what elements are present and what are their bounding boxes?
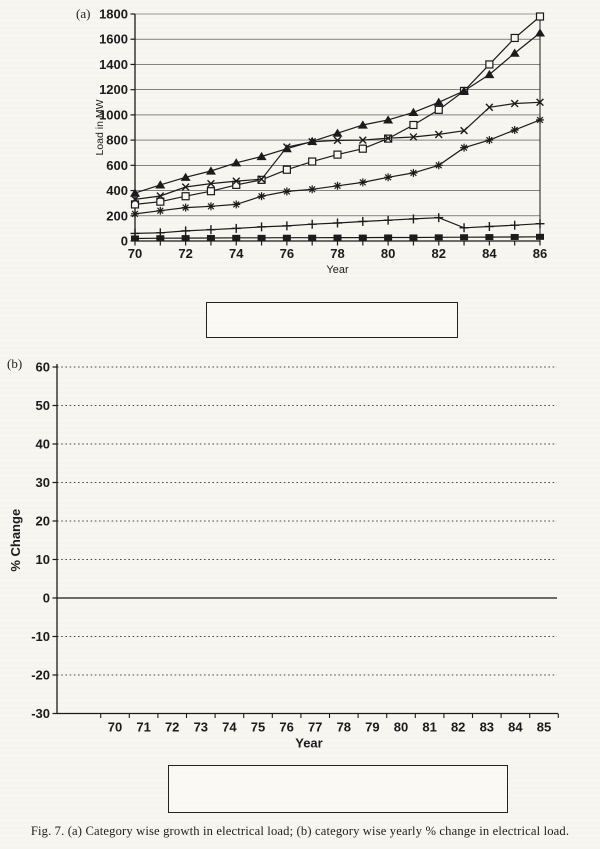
axis-text: 72 xyxy=(178,246,193,261)
axis-text: 71 xyxy=(136,719,151,735)
axis-text: 400 xyxy=(106,183,128,199)
axis-text: 76 xyxy=(279,246,295,261)
panel-b-label: (b) xyxy=(7,356,23,371)
axis-text: 70 xyxy=(107,719,123,735)
axis-text: 75 xyxy=(250,719,266,735)
axis-text: 82 xyxy=(450,719,466,735)
axis-text: 84 xyxy=(508,719,523,735)
series-commercial xyxy=(131,213,545,238)
axis-text: -20 xyxy=(31,667,50,683)
axis-text: 40 xyxy=(35,436,50,452)
axis-text: 0 xyxy=(120,233,128,249)
axis-text: -10 xyxy=(31,629,50,644)
axis-text: 1800 xyxy=(99,6,128,22)
series-ag xyxy=(130,28,545,196)
axis-text: 84 xyxy=(482,246,497,261)
axis-text: 20 xyxy=(35,513,50,529)
axis-text: -30 xyxy=(31,706,50,721)
axis-text: 81 xyxy=(422,719,437,735)
axis-text: 72 xyxy=(164,719,180,735)
axis-text: 74 xyxy=(229,246,244,261)
axis-text: 83 xyxy=(479,719,495,735)
axis-text: 74 xyxy=(222,719,237,735)
axis-text: 80 xyxy=(380,246,396,261)
axis-text: 800 xyxy=(106,132,128,148)
axis-text: 50 xyxy=(35,398,50,413)
plot-area xyxy=(8,360,558,751)
axis-text: Year xyxy=(295,735,323,751)
axis-text: 80 xyxy=(393,719,409,735)
axis-text: Load in MW xyxy=(94,99,106,156)
axis-text: Year xyxy=(326,264,349,276)
axis-text: 1400 xyxy=(99,56,128,72)
axis-text: 86 xyxy=(532,246,548,261)
axis-text: 76 xyxy=(279,719,294,735)
axis-text: 200 xyxy=(106,208,128,224)
axis-text: 0 xyxy=(42,590,50,606)
axis-text: 1600 xyxy=(99,31,128,47)
axis-text: 1000 xyxy=(99,107,128,123)
chart-a-load-growth xyxy=(0,0,600,300)
series-pl xyxy=(131,234,544,242)
chart-b-pct-change xyxy=(0,356,600,756)
axis-text: 82 xyxy=(431,246,446,261)
axis-text: 77 xyxy=(307,719,323,735)
chart-b-legend xyxy=(168,765,508,813)
axis-text: 600 xyxy=(106,157,128,173)
figure-caption: Fig. 7. (a) Category wise growth in electrical load; (b) category wise yearly % change in electrical load. xyxy=(30,824,570,838)
axis-text: 85 xyxy=(536,719,552,735)
panel-a-label: (a) xyxy=(76,6,91,21)
axis-text: 60 xyxy=(35,359,50,375)
axis-text: 78 xyxy=(330,246,345,261)
axis-text: 78 xyxy=(336,719,352,735)
axis-text: 79 xyxy=(365,719,380,735)
series-domestic xyxy=(132,13,544,208)
chart-a-legend xyxy=(206,302,458,338)
axis-text: 30 xyxy=(35,475,50,490)
axis-text: 70 xyxy=(127,246,143,261)
axis-text: 73 xyxy=(193,719,209,735)
axis-text: % Change xyxy=(8,508,23,572)
axis-text: 1200 xyxy=(99,82,128,98)
axis-text: 10 xyxy=(35,552,50,567)
